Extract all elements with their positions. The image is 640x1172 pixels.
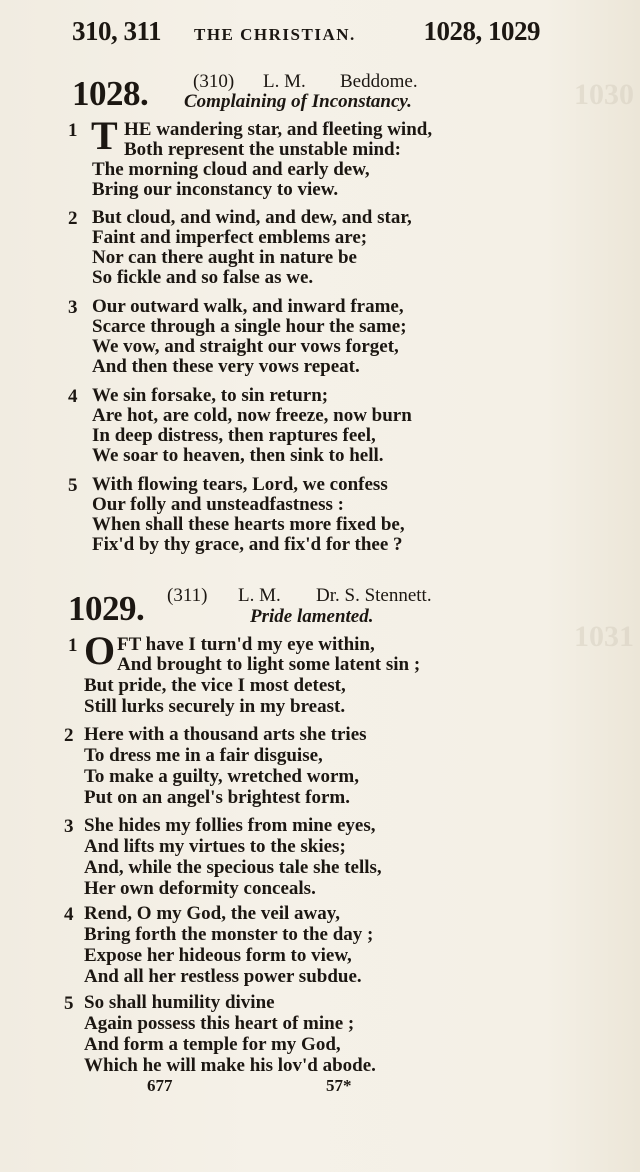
verse-line: Bring our inconstancy to view. xyxy=(92,179,339,200)
verse-line: So fickle and so false as we. xyxy=(92,267,314,288)
verse-line: Both represent the unstable mind: xyxy=(124,139,401,160)
hymn-meter: L. M. xyxy=(238,585,281,606)
verse-line: Expose her hideous form to view, xyxy=(84,945,352,966)
verse-line: HE wandering star, and fleeting wind, xyxy=(124,119,433,140)
stanza-number: 1 xyxy=(68,120,78,141)
hymn-author: Beddome. xyxy=(340,71,418,92)
hymn-index: (311) xyxy=(167,585,208,606)
signature-mark: 57* xyxy=(326,1076,352,1095)
verse-line: Our folly and unsteadfastness : xyxy=(92,494,344,515)
header-page-numbers-left: 310, 311 xyxy=(72,16,162,46)
verse-line: When shall these hearts more fixed be, xyxy=(92,514,405,535)
verse-line: In deep distress, then raptures feel, xyxy=(92,425,376,446)
stanza-number: 5 xyxy=(68,475,78,496)
verse-line: Faint and imperfect emblems are; xyxy=(92,227,368,248)
stanza-number: 2 xyxy=(64,725,74,746)
verse-line: The morning cloud and early dew, xyxy=(92,159,370,180)
hymn-subtitle: Pride lamented. xyxy=(250,606,374,627)
verse-line: Put on an angel's brightest form. xyxy=(84,787,350,808)
hymn-number: 1028. xyxy=(72,74,149,113)
header-page-numbers-right: 1028, 1029 xyxy=(423,16,540,46)
verse-line: Here with a thousand arts she tries xyxy=(84,724,367,745)
verse-line: She hides my follies from mine eyes, xyxy=(84,815,376,836)
verse-line: And brought to light some latent sin ; xyxy=(117,654,421,675)
stanza-number: 3 xyxy=(64,816,74,837)
stanza-number: 1 xyxy=(68,635,78,656)
stanza-number: 3 xyxy=(68,297,78,318)
verse-line: And then these very vows repeat. xyxy=(92,356,360,377)
verse-line: With flowing tears, Lord, we confess xyxy=(92,474,388,495)
verse-line: Her own deformity conceals. xyxy=(84,878,316,899)
drop-cap: T xyxy=(91,113,118,158)
verse-line: And, while the specious tale she tells, xyxy=(84,857,382,878)
verse-line: But pride, the vice I most detest, xyxy=(84,675,346,696)
header-title: THE CHRISTIAN. xyxy=(194,25,356,44)
verse-line: Again possess this heart of mine ; xyxy=(84,1013,355,1034)
running-header xyxy=(70,16,540,52)
verse-line: Bring forth the monster to the day ; xyxy=(84,924,374,945)
hymn-number: 1029. xyxy=(68,589,145,628)
verse-line: So shall humility divine xyxy=(84,992,275,1013)
verse-line: To make a guilty, wretched worm, xyxy=(84,766,359,787)
verse-line: But cloud, and wind, and dew, and star, xyxy=(92,207,412,228)
stanza-number: 4 xyxy=(64,904,74,925)
hymn-meter: L. M. xyxy=(263,71,306,92)
verse-line: Our outward walk, and inward frame, xyxy=(92,296,404,317)
verse-line: To dress me in a fair disguise, xyxy=(84,745,323,766)
stanza-number: 5 xyxy=(64,993,74,1014)
verse-line: We vow, and straight our vows forget, xyxy=(92,336,399,357)
verse-line: Nor can there aught in nature be xyxy=(92,247,357,268)
verse-line: Scarce through a single hour the same; xyxy=(92,316,407,337)
verse-line: And form a temple for my God, xyxy=(84,1034,341,1055)
verse-line: And all her restless power subdue. xyxy=(84,966,362,987)
verse-line: FT have I turn'd my eye within, xyxy=(117,634,375,655)
hymn-subtitle: Complaining of Inconstancy. xyxy=(184,91,412,112)
bleed-through-text: 1030 1031 xyxy=(574,78,634,653)
verse-line: Rend, O my God, the veil away, xyxy=(84,903,340,924)
verse-line: Still lurks securely in my breast. xyxy=(84,696,346,717)
verse-line: We soar to heaven, then sink to hell. xyxy=(92,445,384,466)
verse-line: We sin forsake, to sin return; xyxy=(92,385,329,406)
stanza-number: 4 xyxy=(68,386,78,407)
page-number: 677 xyxy=(147,1076,173,1095)
verse-line: Which he will make his lov'd abode. xyxy=(84,1055,376,1076)
verse-line: Fix'd by thy grace, and fix'd for thee ? xyxy=(92,534,403,555)
hymn-author: Dr. S. Stennett. xyxy=(316,585,432,606)
verse-line: And lifts my virtues to the skies; xyxy=(84,836,346,857)
stanza-number: 2 xyxy=(68,208,78,229)
hymn-index: (310) xyxy=(193,71,235,92)
drop-cap: O xyxy=(84,628,116,673)
verse-line: Are hot, are cold, now freeze, now burn xyxy=(92,405,412,426)
